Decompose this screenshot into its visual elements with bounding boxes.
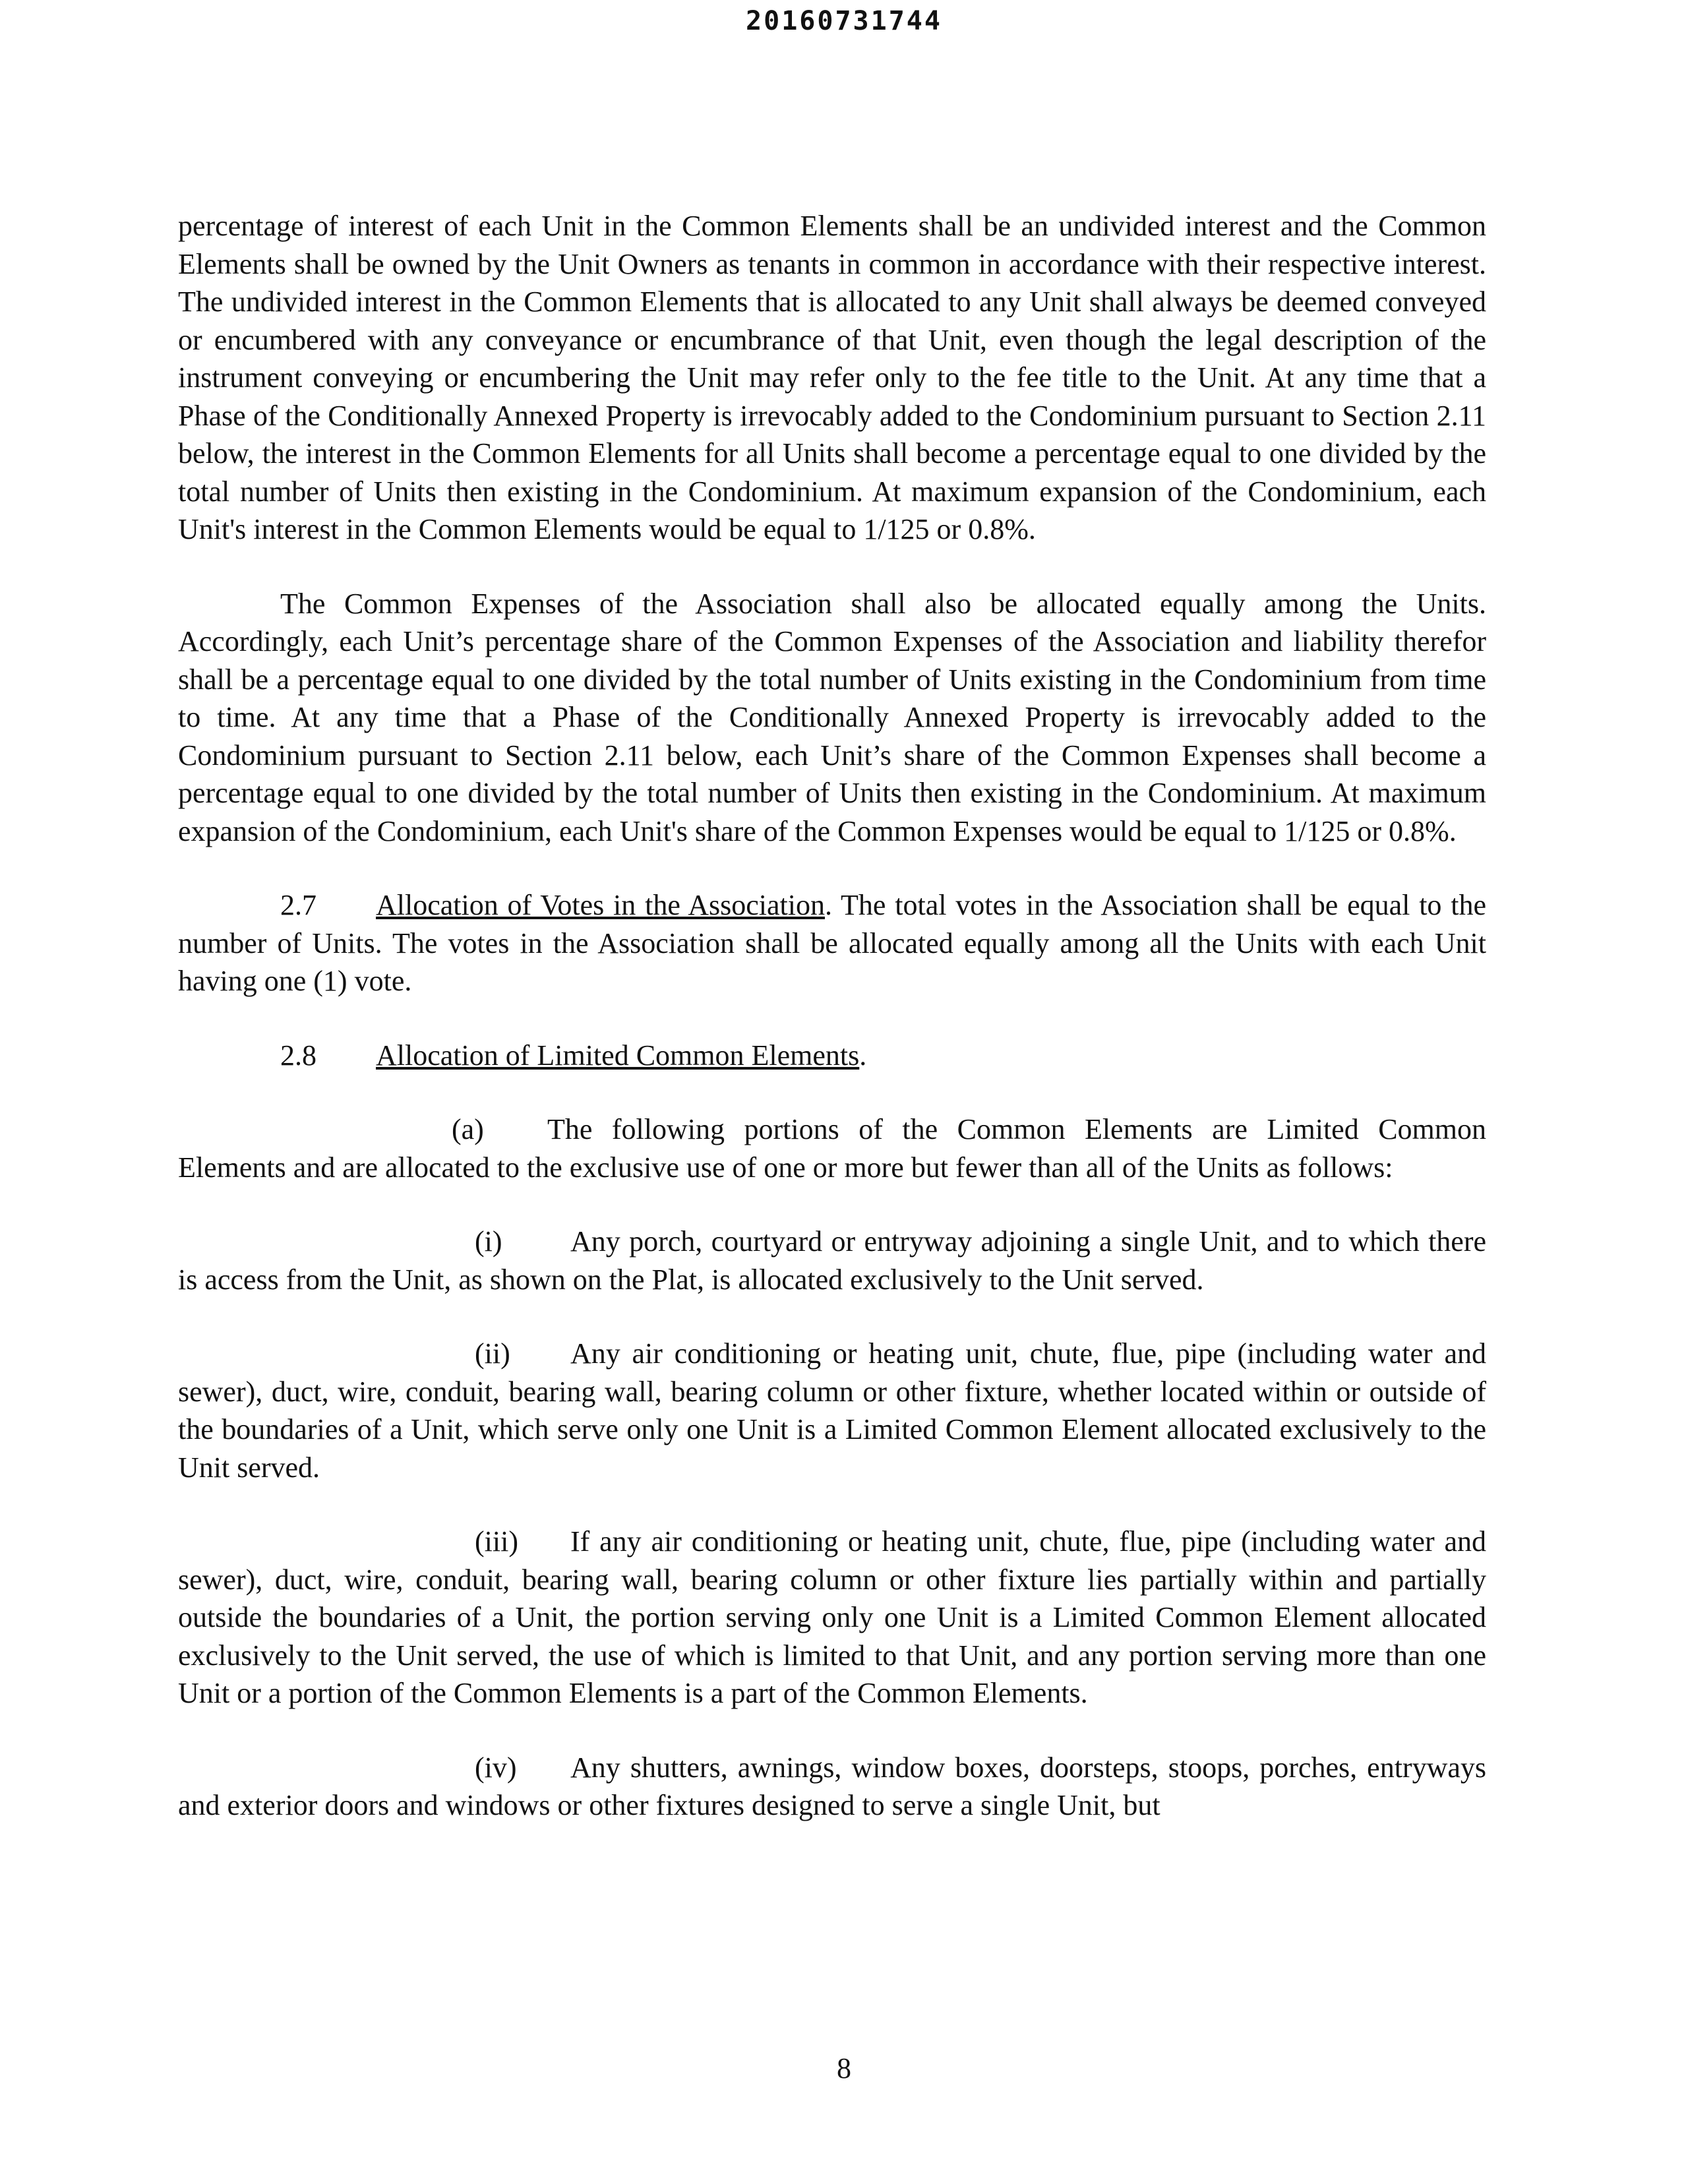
- item-label: (iv): [475, 1751, 517, 1784]
- section-title-period: .: [859, 1039, 867, 1072]
- item-label: (ii): [475, 1337, 510, 1370]
- list-item: [178, 1335, 1486, 1486]
- paragraph-common-expenses: The Common Expenses of the Association shall also be allocated equally among the Units. Accordingly, each Unit’s percentage share of the Common Expenses of the Association and liability therefor shall be a percentage equal to one divided by the total number of Units existing in the Condominium from time to time. At any time that a Phase of the Conditionally Annexed Property is irrevocably added to the Condominium pursuant to Section 2.11 below, each Unit’s share of the Common Expenses shall become a percentage equal to one divided by the total number of Units then existing in the Condominium. At maximum expansion of the Condominium, each Unit's share of the Common Expenses would be equal to 1/125 or 0.8%.: [178, 587, 1486, 847]
- item-text: If any air conditioning or heating unit, chute, flue, pipe (including water and sewer), duct, wire, conduit, bearing wall, bearing column or other fixture lies partially within and partially outside the boundaries of a Unit, the portion serving only one Unit is a Limited Common Element allocated exclusively to the Unit served, the use of which is limited to that Unit, and any portion serving more than one Unit or a portion of the Common Elements is a part of the Common Elements.: [178, 1525, 1486, 1709]
- item-label: (i): [475, 1225, 502, 1258]
- clause-a: [178, 1110, 1486, 1186]
- section-2-7: [178, 886, 1486, 1000]
- section-title: Allocation of Votes in the Association: [376, 889, 826, 921]
- list-item: [178, 1223, 1486, 1298]
- item-label: (iii): [475, 1525, 518, 1558]
- list-item: [178, 1523, 1486, 1713]
- item-text: Any shutters, awnings, window boxes, doorsteps, stoops, porches, entryways and exterior doors and windows or other fixtures designed to serve a single Unit, but: [178, 1751, 1486, 1821]
- page-number: 8: [837, 2052, 851, 2084]
- clause-label: (a): [452, 1113, 484, 1145]
- item-text: Any air conditioning or heating unit, chute, flue, pipe (including water and sewer), duct, wire, conduit, bearing wall, bearing column or other fixture, whether located within or outside of the boundaries of a Unit, which serve only one Unit is a Limited Common Element allocated exclusively to the Unit served.: [178, 1337, 1486, 1484]
- paragraph-common-elements-interest: percentage of interest of each Unit in the Common Elements shall be an undivided interest and the Common Elements shall be owned by the Unit Owners as tenants in common in accordance with their respective interest. The undivided interest in the Common Elements that is allocated to any Unit shall always be deemed conveyed or encumbered with any conveyance or encumbrance of that Unit, even though the legal description of the instrument conveying or encumbering the Unit may refer only to the fee title to the Unit. At any time that a Phase of the Conditionally Annexed Property is irrevocably added to the Condominium pursuant to Section 2.11 below, the interest in the Common Elements for all Units shall become a percentage equal to one divided by the total number of Units then existing in the Condominium. At maximum expansion of the Condominium, each Unit's interest in the Common Elements would be equal to 1/125 or 0.8%.: [178, 210, 1486, 545]
- section-number: 2.7: [280, 889, 316, 921]
- section-text: . The total votes in the Association shall be equal to the number of Units. The votes in the Association shall be allocated equally among all the Units with each Unit having one (1) vote.: [178, 889, 1487, 997]
- section-title: Allocation of Limited Common Elements: [376, 1039, 860, 1072]
- clause-text: The following portions of the Common Elements are Limited Common Elements and are allocated to the exclusive use of one or more but fewer than all of the Units as follows:: [178, 1113, 1486, 1184]
- document-number: 20160731744: [746, 6, 942, 36]
- item-text: Any porch, courtyard or entryway adjoining a single Unit, and to which there is access from the Unit, as shown on the Plat, is allocated exclusively to the Unit served.: [178, 1225, 1486, 1296]
- section-number: 2.8: [280, 1039, 316, 1072]
- list-item: [178, 1749, 1486, 1825]
- section-2-8-heading: [178, 1037, 1486, 1075]
- document-body: [178, 207, 1486, 1861]
